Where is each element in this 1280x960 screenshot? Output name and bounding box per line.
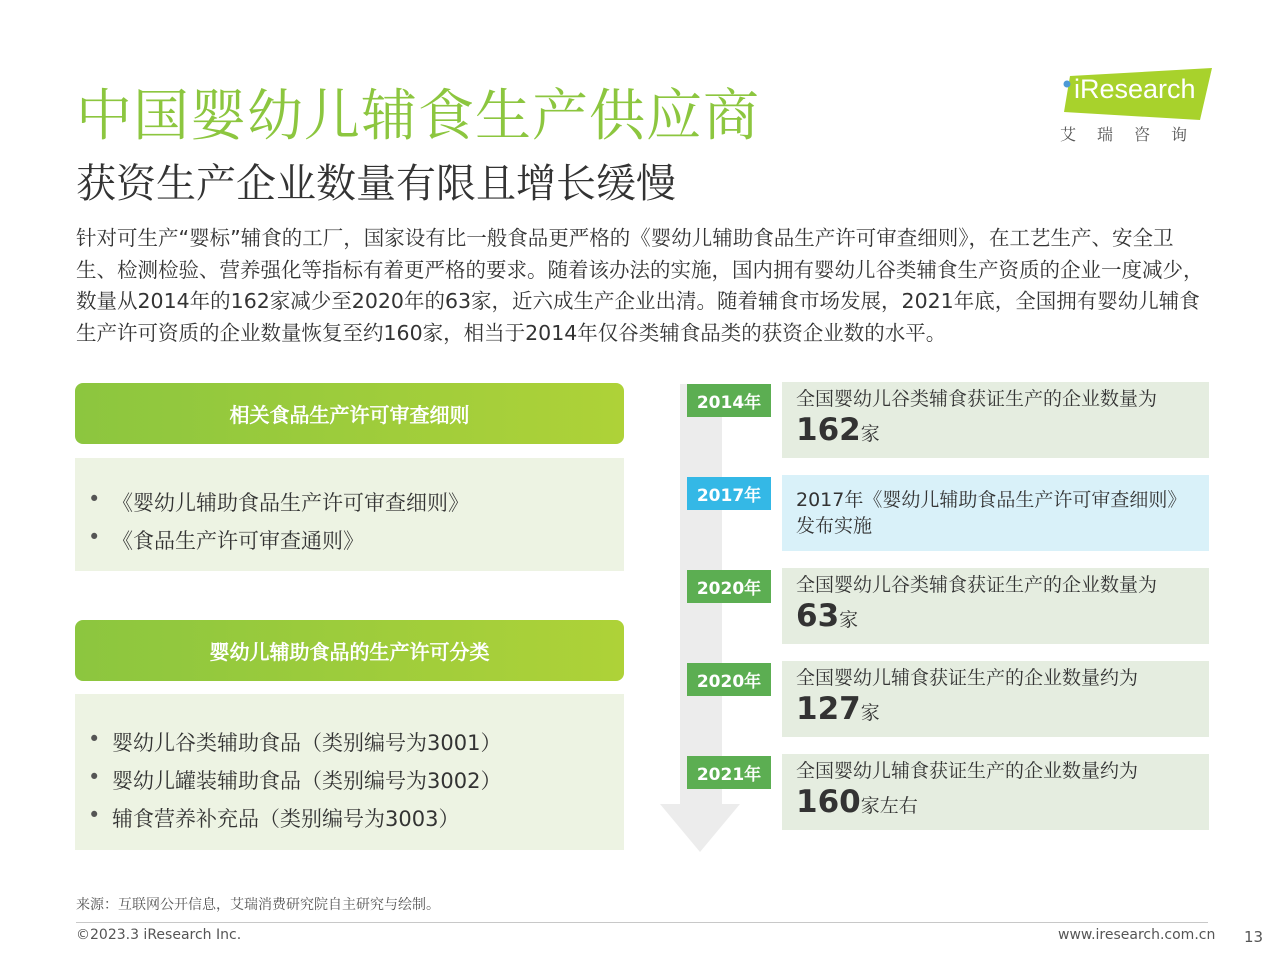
page-title: 中国婴幼儿辅食生产供应商 [76,84,760,149]
rules-list-box [75,458,624,571]
list-item: • 辅食营养补充品（类别编号为3003） [75,803,624,841]
timeline-event-2021 [782,754,1209,830]
timeline-event-2014 [782,382,1209,458]
event-number: 162 [796,412,861,448]
event-unit: 家 [860,423,880,445]
logo-brand-text: iResearch [1074,74,1196,104]
list-item: • 婴幼儿谷类辅助食品（类别编号为3001） [75,727,624,765]
iresearch-logo [1058,68,1218,148]
event-description: 全国婴幼儿谷类辅食获证生产的企业数量为 [796,388,1158,410]
event-unit: 家 [839,609,859,631]
event-description: 全国婴幼儿辅食获证生产的企业数量约为 [796,667,1139,689]
year-tag-2017: 2017年 [687,477,771,510]
event-unit: 家左右 [860,795,918,817]
year-tag-2021: 2021年 [687,756,771,789]
categories-section-header: 婴幼儿辅助食品的生产许可分类 [75,620,624,681]
page-number: 13 [1244,928,1264,946]
event-description: 全国婴幼儿辅食获证生产的企业数量约为 [796,760,1139,782]
timeline-event-2020-total [782,661,1209,737]
copyright: ©2023.3 iResearch Inc. [76,927,242,943]
website-link[interactable]: www.iresearch.com.cn [1058,927,1216,943]
event-description: 全国婴幼儿谷类辅食获证生产的企业数量为 [796,574,1158,596]
source-note: 来源：互联网公开信息，艾瑞消费研究院自主研究与绘制。 [76,897,440,913]
timeline-event-2020-cereal [782,568,1209,644]
page-subtitle: 获资生产企业数量有限且增长缓慢 [76,161,676,207]
logo-brand-cn: 艾瑞咨询 [1060,125,1209,144]
list-item: • 婴幼儿罐装辅助食品（类别编号为3002） [75,765,624,803]
footer-divider [76,922,1208,923]
year-tag-2014: 2014年 [687,384,771,417]
year-tag-2020-total: 2020年 [687,663,771,696]
categories-list-box [75,694,624,850]
list-item: • 《食品生产许可审查通则》 [75,525,624,563]
event-unit: 家 [860,702,880,724]
year-tag-2020-cereal: 2020年 [687,570,771,603]
intro-paragraph: 针对可生产“婴标”辅食的工厂，国家设有比一般食品更严格的《婴幼儿辅助食品生产许可审查细则》，在工艺生产、安全卫生、检测检验、营养强化等指标有着更严格的要求。随着该办法的实施，国内拥有婴幼儿谷类辅食生产资质的企业一度减少，数量从2014年的162家减少至2020年的63家，近六成生产企业出清。随着辅食市场发展，2021年底，全国拥有婴幼儿辅食生产许可资质的企业数量恢复至约160家，相当于2014年仅谷类辅食品类的获资企业数的水平。 [76,226,1204,345]
timeline-event-2017 [782,475,1209,551]
rules-section-header: 相关食品生产许可审查细则 [75,383,624,444]
event-number: 63 [796,598,840,634]
list-item: • 《婴幼儿辅助食品生产许可审查细则》 [75,487,624,525]
event-number: 127 [796,691,861,727]
event-number: 160 [796,784,861,820]
event-description: 2017年《婴幼儿辅助食品生产许可审查细则》发布实施 [796,489,1187,537]
